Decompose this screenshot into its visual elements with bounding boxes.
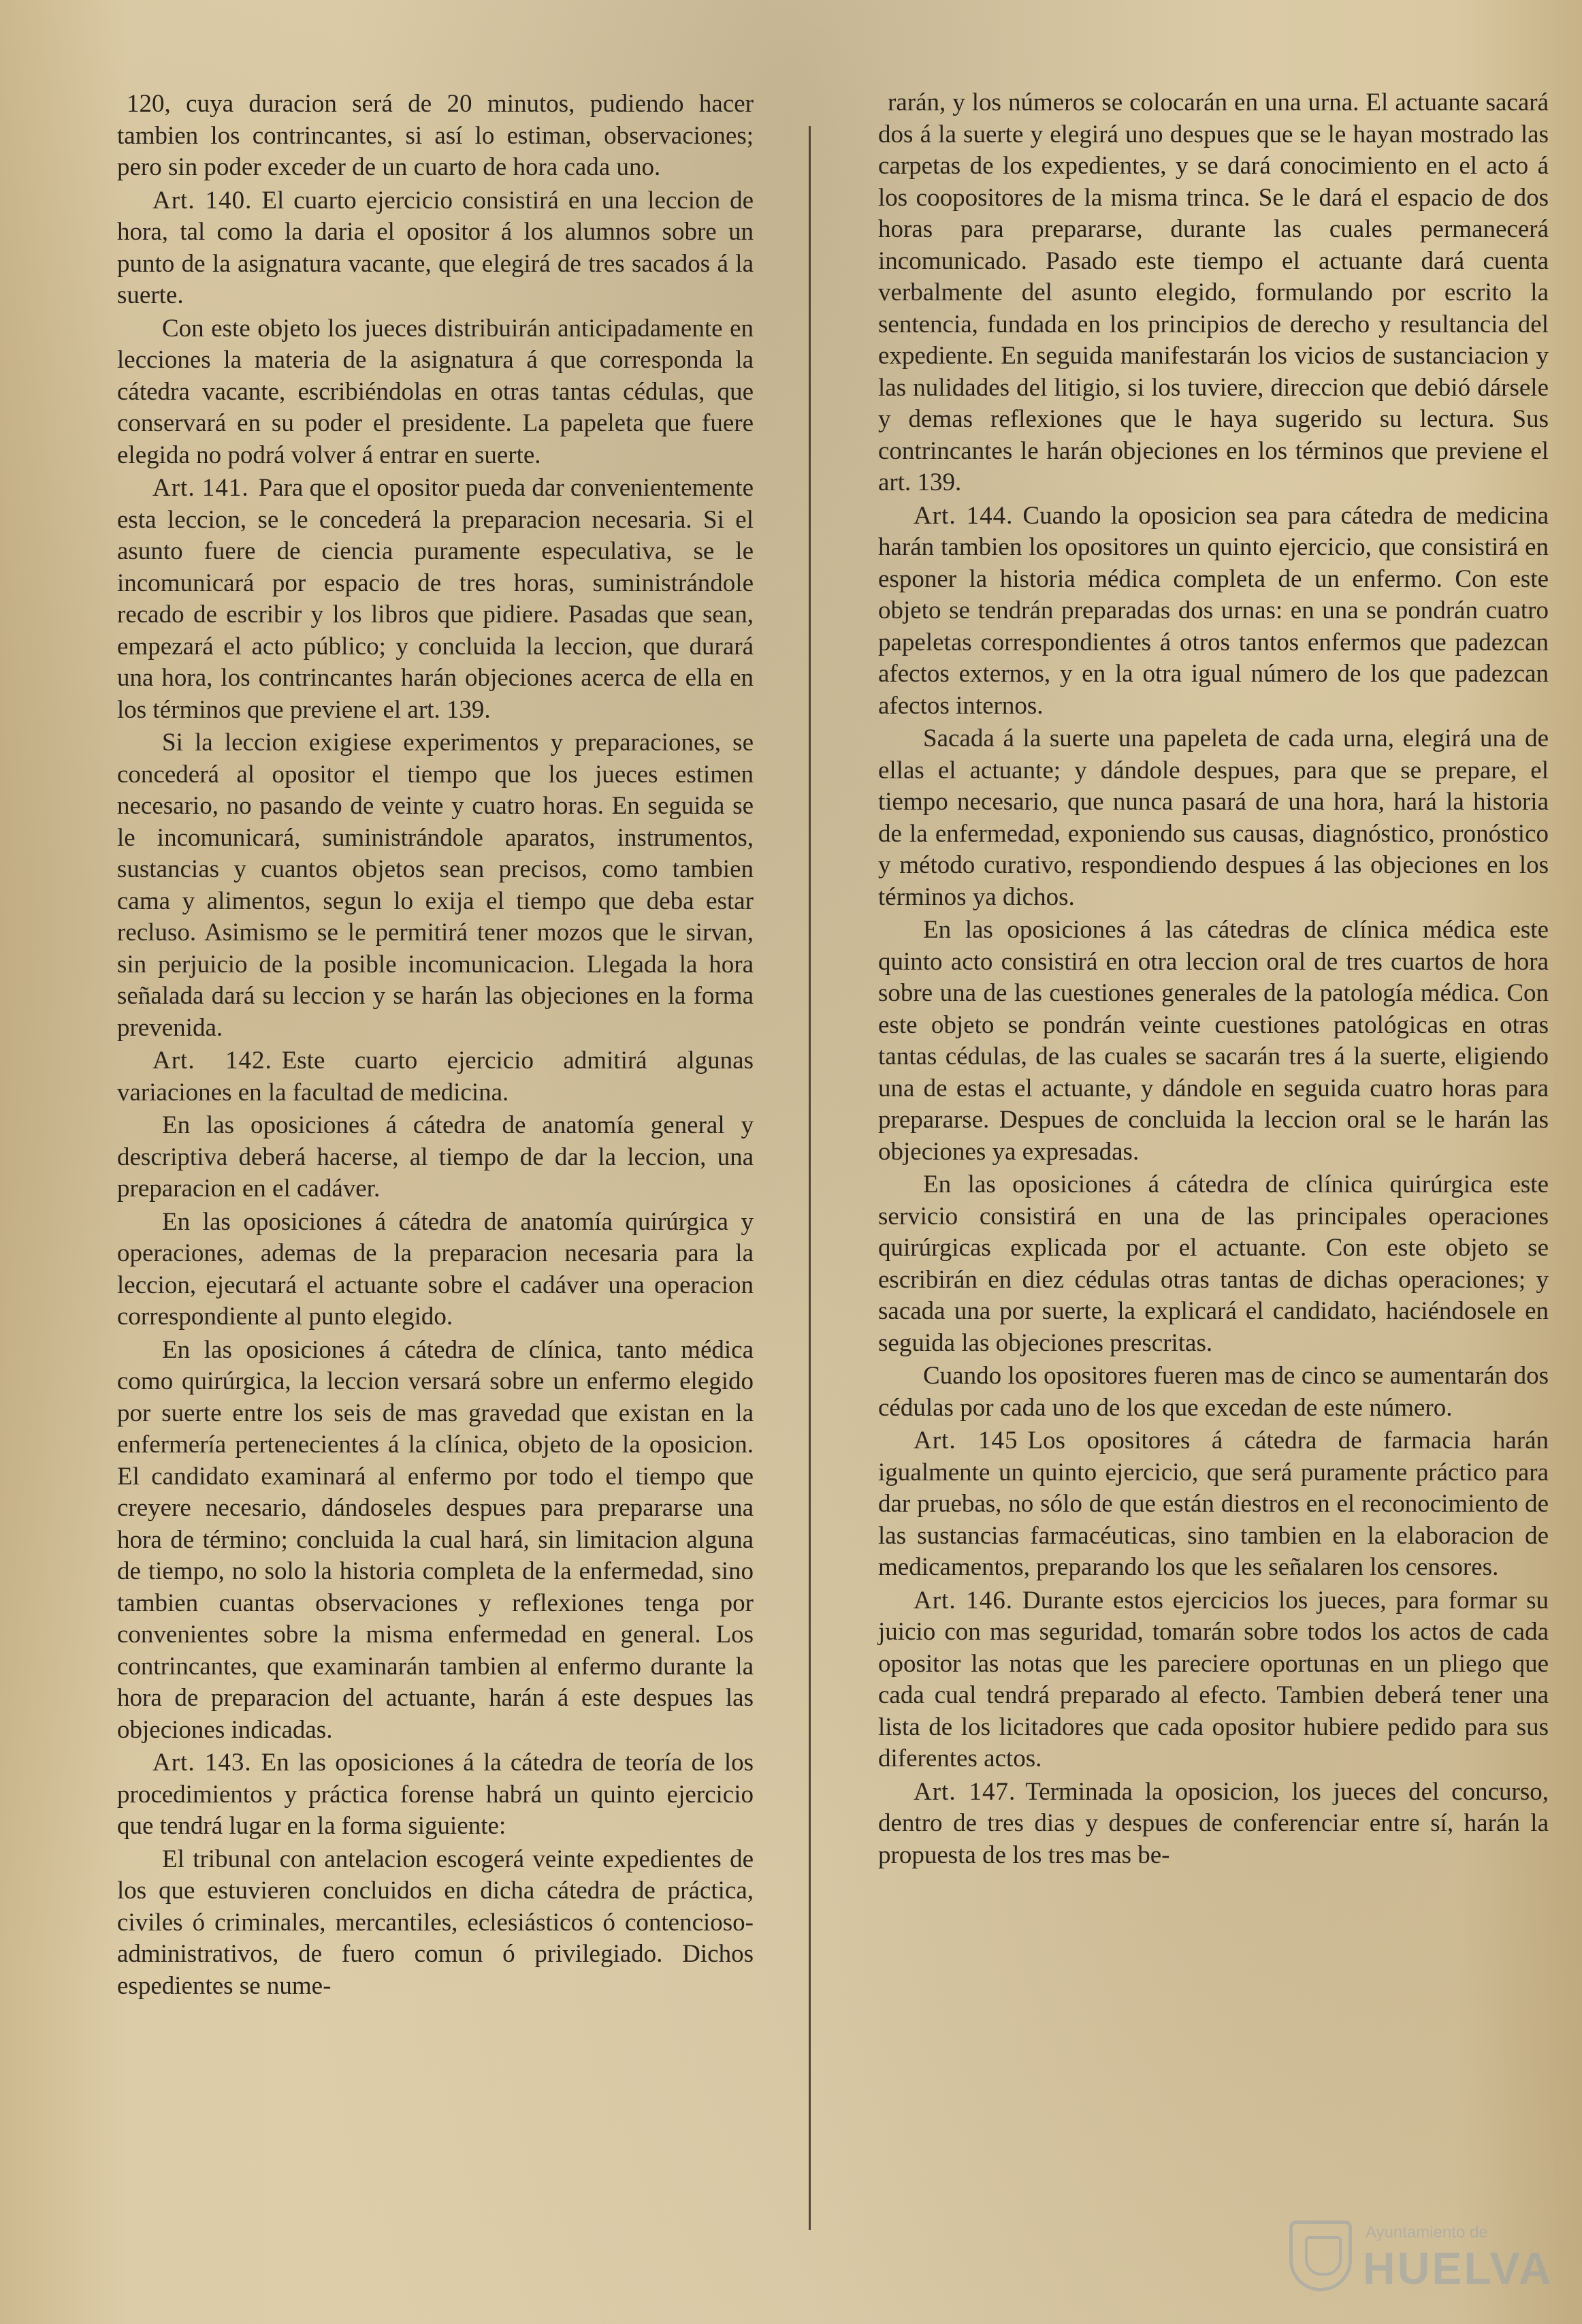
paragraph-text: En las oposiciones á las cátedras de clínica médica este quinto acto consistirá en otra leccion oral de tres cuartos de hora sobre una de las cuestiones generales de la patología médica. Con este objeto se pondrán veinte cuestiones patológicas en otras tantas cédulas, de las cuales se sacarán tres á la suerte, eligiendo una de estas el actuante, y dándole en seguida cuatro horas para prepararse. Despues de concluida la leccion oral se le harán las objeciones ya expresadas. [878,916,1549,1166]
paragraph [117,727,754,1044]
paragraph-text: Para que el opositor pueda dar convenientemente esta leccion, se le concederá la preparacion necesaria. Si el asunto fuere de ciencia puramente especulativa, se le incomunicará por espacio de tres horas, suministrándole recado de escribir y los libros que pidiere. Pasadas que sean, empezará el acto público; y concluida la leccion, que durará una hora, los contrincantes harán objeciones acerca de ella en los términos que previene el art. 139. [117,474,754,724]
paragraph-text: En las oposiciones á cátedra de anatomía quirúrgica y operaciones, ademas de la preparacion necesaria para la leccion, ejecutará el actuante sobre el cadáver una operacion correspondiente al punto elegido. [117,1207,754,1331]
paragraph-text: Cuando la oposicion sea para cátedra de medicina harán tambien los opositores un quinto ejercicio, que consistirá en esponer la historia médica completa de un enfermo. Con este objeto se tendrán preparadas dos urnas: en una se pondrán cuatro papeletas correspondientes á otros tantos enfermos que padezcan afectos externos, y en la otra igual número de los que padezcan afectos internos. [878,501,1549,720]
article-label: Art. 146. [914,1586,1014,1614]
paragraph [878,914,1549,1168]
paragraph [117,313,754,472]
article-label: Art. 141. [152,474,249,502]
paragraph-text: rarán, y los números se colocarán en una urna. El actuante sacará dos á la suerte y elegirá uno despues que se le hayan mostrado las carpetas de los expedientes, y se dará conocimiento en el acto á los coopositores de la misma trinca. Se le dará el espacio de dos horas para prepararse, durante las cuales permanecerá incomunicado. Pasado este tiempo el actuante dará cuenta verbalmente del asunto elegido, formulando por escrito la sentencia, fundada en los principios de derecho y resultancia del expediente. En seguida manifestarán los vicios de sustanciacion y las nulidades del litigio, si los tuviere, direccion que debió dársele y demas reflexiones que le haya sugerido su lectura. Sus contrincantes le harán objeciones en los términos que previene el art. 139. [878,89,1549,496]
paragraph-text: Terminada la oposicion, los jueces del concurso, dentro de tres dias y despues de conferenciar entre sí, harán la propuesta de los tres mas be- [878,1777,1549,1869]
article-label: Art. 142. [152,1047,272,1075]
paragraph [117,1844,754,2003]
article-label: Art. 143. [152,1749,252,1777]
paragraph-text: Los opositores á cátedra de farmacia harán igualmente un quinto ejercicio, que será puramente práctico para dar pruebas, no sólo de que están diestros en el reconocimiento de las sustancias farmacéuticas, sino tambien en la elaboracion de medicamentos, preparando los que les señalaren los censores. [878,1427,1549,1581]
watermark-title: HUELVA [1363,2243,1553,2293]
paragraph-text: Sacada á la suerte una papeleta de cada urna, elegirá una de ellas el actuante; y dándole despues, para que se prepare, el tiempo necesario, que nunca pasará de una hora, hará la historia de la enfermedad, exponiendo sus causas, diagnóstico, pronóstico y método curativo, respondiendo despues á las objeciones en los términos ya dichos. [878,725,1549,911]
paragraph-text: 120, cuya duracion será de 20 minutos, pudiendo hacer tambien los contrincantes, si así lo estiman, observaciones; pero sin poder exceder de un cuarto de hora cada uno. [117,90,754,181]
paragraph-text: Con este objeto los jueces distribuirán anticipadamente en lecciones la materia de la asignatura á que corresponda la cátedra vacante, escribiéndolas en otras tantas cédulas, que conservará en su poder el presidente. La papeleta que fuere elegida no podrá volver á entrar en suerte. [117,314,754,469]
paragraph-text: Este cuarto ejercicio admitirá algunas variaciones en la facultad de medicina. [117,1047,754,1107]
left-text-column [117,89,754,2003]
paragraph-text: Durante estos ejercicios los jueces, para formar su juicio con mas seguridad, tomarán sobre todos los actos de cada opositor las notas que les pareciere oportunas en un pliego que cada cual tendrá preparado al efecto. Tambien deberá tener una lista de los licitadores que cada opositor hubiere pedido para sus diferentes actos. [878,1586,1549,1772]
column-divider [809,126,811,2230]
paragraph-text: Si la leccion exigiese experimentos y preparaciones, se concederá al opositor el tiempo que los jueces estimen necesario, no pasando de veinte y cuatro horas. En seguida se le incomunicará, suministrándole aparatos, instrumentos, sustancias y cuantos objetos sean precisos, como tambien cama y alimentos, segun lo exija el tiempo que deba estar recluso. Asimismo se le permitirá tener mozos que le sirvan, sin perjuicio de la posible incomunicacion. Llegada la hora señalada dará su leccion y se harán las objeciones en la forma prevenida. [117,729,754,1042]
archive-watermark [1289,2215,1553,2297]
paragraph [878,1360,1549,1424]
paragraph-text: El cuarto ejercicio consistirá en una leccion de hora, tal como la daria el opositor á los alumnos sobre un punto de la asignatura vacante, que elegirá de tres sacados á la suerte. [117,186,754,309]
paragraph [878,500,1549,722]
coat-of-arms-icon [1289,2220,1352,2291]
paragraph-text: Cuando los opositores fueren mas de cinco se aumentarán dos cédulas por cada uno de los que excedan de este número. [878,1362,1549,1422]
paragraph [117,185,754,312]
paragraph [117,1110,754,1205]
watermark-caption: Ayuntamiento de [1366,2223,1488,2242]
paragraph-text: En las oposiciones á la cátedra de teoría de los procedimientos y práctica forense habrá un quinto ejercicio que tendrá lugar en la forma siguiente: [117,1749,754,1840]
paragraph [878,1169,1549,1359]
article-label: Art. 145 [914,1427,1018,1454]
article-label: Art. 144. [914,501,1014,530]
paragraph [878,1425,1549,1584]
paragraph [117,1335,754,1747]
paragraph-text: En las oposiciones á cátedra de clínica, tanto médica como quirúrgica, la leccion versará sobre un enfermo elegido por suerte entre los seis de mas gravedad que existan en la enfermería pertenecientes á la clínica, objeto de la oposicion. El candidato examinará al enfermo por todo el tiempo que creyere necesario, dándoseles despues para prepararse una hora de término; concluida la cual hará, sin limitacion alguna de tiempo, no solo la historia completa de la enfermedad, sino tambien cuantas observaciones y reflexiones tenga por convenientes sobre la misma enfermedad en general. Los contrincantes, que examinarán tambien al enfermo durante la hora de preparacion del actuante, harán á este despues las objeciones indicadas. [117,1335,754,1744]
paragraph [878,1777,1549,1872]
paragraph [117,1747,754,1843]
right-text-column [878,87,1549,1873]
paragraph [117,473,754,726]
paragraph [117,1045,754,1109]
paragraph-text: En las oposiciones á cátedra de clínica quirúrgica este servicio consistirá en una de las principales operaciones quirúrgicas explicada por el actuante. Con este objeto se escribirán en diez cédulas otras tantas de dichas operaciones; y sacada una por suerte, la explicará el candidato, haciéndosele en seguida las objeciones prescritas. [878,1171,1549,1357]
paragraph-text: En las oposiciones á cátedra de anatomía general y descriptiva deberá hacerse, al tiempo de dar la leccion, una preparacion en el cadáver. [117,1111,754,1203]
article-label: Art. 147. [914,1777,1016,1806]
paragraph [117,89,754,184]
paragraph [878,723,1549,913]
article-label: Art. 140. [152,186,253,214]
paragraph-text: El tribunal con antelacion escogerá veinte expedientes de los que estuvieren concluidos en dicha cátedra de práctica, civiles ó criminales, mercantiles, eclesiásticos ó contencioso-administrativos, de fuero comun ó privilegiado. Dichos espedientes se nume- [117,1845,754,2000]
paragraph [117,1207,754,1333]
paragraph [878,1585,1549,1775]
paragraph [878,87,1549,499]
